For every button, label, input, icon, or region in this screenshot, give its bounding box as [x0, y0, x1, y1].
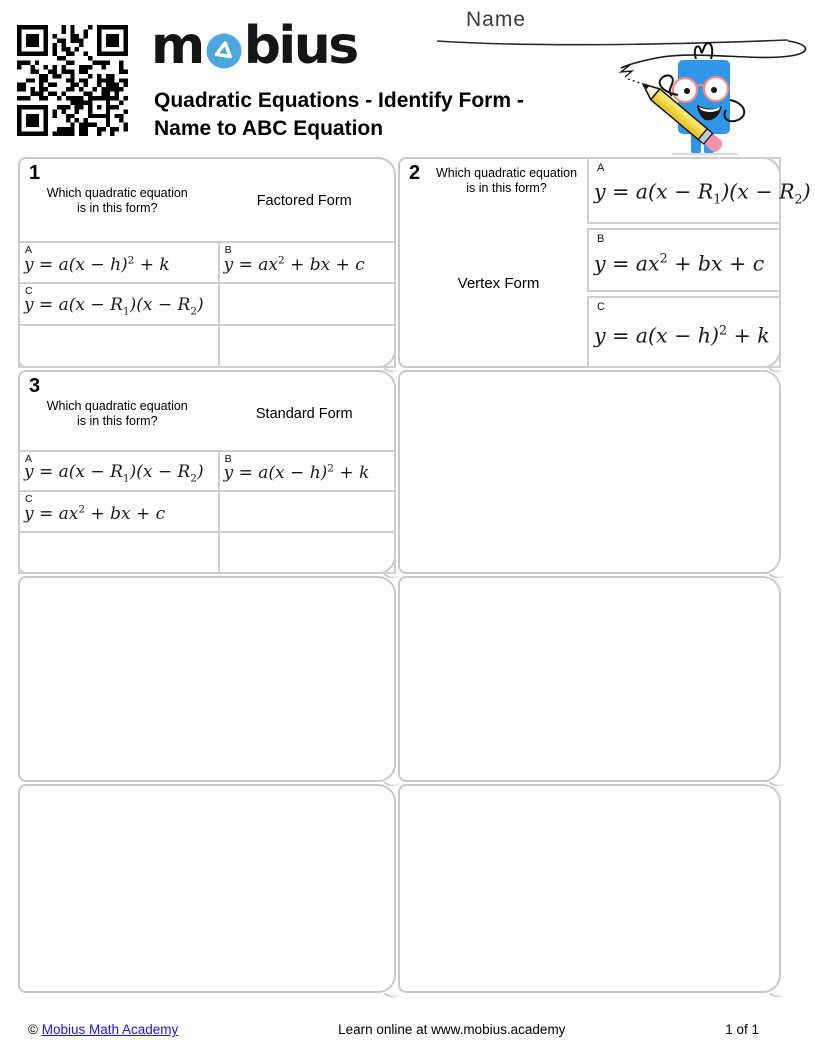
option-label: B — [224, 244, 232, 256]
equation: $y = a(x - h)^2 + k$ — [223, 462, 370, 484]
equation-option-cell — [587, 157, 811, 224]
option-label: C — [597, 300, 605, 313]
empty-cell — [219, 325, 395, 368]
answer-box-empty — [398, 576, 781, 782]
question-number: 3 — [29, 375, 41, 397]
equation: $y = a(x - h)^2 + k$ — [24, 254, 170, 275]
mascot-and-name-underline — [400, 0, 815, 160]
empty-cell — [219, 283, 395, 324]
empty-cell — [219, 491, 395, 531]
title-line-1: Quadratic Equations - Identify Form - — [154, 89, 524, 112]
question-prompt: Which quadratic equation is in this form? — [46, 399, 188, 428]
equation: $y = a(x - R_1)(x - R_2)$ — [24, 294, 204, 318]
equation-option-cell — [587, 296, 781, 368]
equation: $y = ax^2$ + bx + c — [594, 250, 765, 275]
option-label: A — [25, 453, 33, 465]
footer-link[interactable]: Mobius Math Academy — [41, 1022, 179, 1037]
empty-cell — [19, 325, 219, 368]
title-line-2: Name to ABC Equation — [154, 117, 384, 140]
equation-option-cell — [19, 242, 219, 283]
form-name: Standard Form — [255, 406, 353, 422]
question-1-box — [18, 157, 396, 368]
question-3-box — [18, 370, 396, 574]
mobius-swirl-icon — [205, 32, 243, 70]
footer-center-text: Learn online at www.mobius.academy — [338, 1022, 566, 1037]
name-underline-doodle — [437, 40, 788, 45]
page-footer — [28, 1022, 759, 1037]
option-label: A — [25, 244, 33, 256]
equation-option-cell — [19, 283, 219, 324]
option-label: B — [224, 453, 232, 465]
robot-with-pencil-icon — [639, 43, 745, 154]
question-number: 1 — [29, 162, 41, 184]
equation-option-cell — [19, 451, 219, 491]
equation: $y = a(x - R_1)(x - R_2)$ — [594, 179, 811, 207]
answer-box-empty — [18, 576, 396, 782]
equation: $y = a(x - R_1)(x - R_2)$ — [24, 461, 204, 485]
form-name: Factored Form — [256, 193, 352, 209]
logo-text-suffix: bius — [243, 16, 357, 76]
copyright-symbol: © — [28, 1022, 38, 1037]
empty-cell — [219, 532, 395, 574]
question-2-box — [398, 157, 811, 368]
option-label: B — [597, 233, 605, 246]
name-field-label: Name — [466, 8, 527, 31]
answer-box-empty — [398, 784, 781, 993]
equation: $y = ax^2$ + bx + c — [24, 503, 166, 524]
answer-box-empty — [398, 370, 781, 574]
question-prompt: Which quadratic equation is in this form? — [46, 186, 188, 215]
qr-code-icon — [17, 25, 128, 136]
equation-option-cell — [219, 242, 395, 283]
option-label: C — [25, 493, 33, 506]
page-indicator: 1 of 1 — [725, 1022, 759, 1037]
question-prompt: Which quadratic equation is in this form? — [435, 166, 578, 195]
options-table — [18, 450, 396, 574]
empty-cell — [19, 532, 219, 574]
question-number: 2 — [409, 162, 421, 184]
mobius-logo — [151, 16, 357, 76]
equation: $y = a(x - h)^2 + k$ — [594, 322, 770, 348]
equation-option-cell — [219, 451, 395, 491]
equation-option-cell — [19, 491, 219, 531]
equation-option-cell — [587, 228, 781, 292]
equation: $y = ax^2$ + bx + c — [223, 254, 365, 275]
option-label: A — [597, 162, 605, 174]
form-name: Vertex Form — [457, 275, 540, 292]
logo-text-prefix: m — [151, 16, 203, 76]
options-table — [18, 241, 396, 368]
options-column — [587, 157, 811, 368]
answer-box-empty — [18, 784, 396, 993]
option-label: C — [25, 285, 33, 298]
